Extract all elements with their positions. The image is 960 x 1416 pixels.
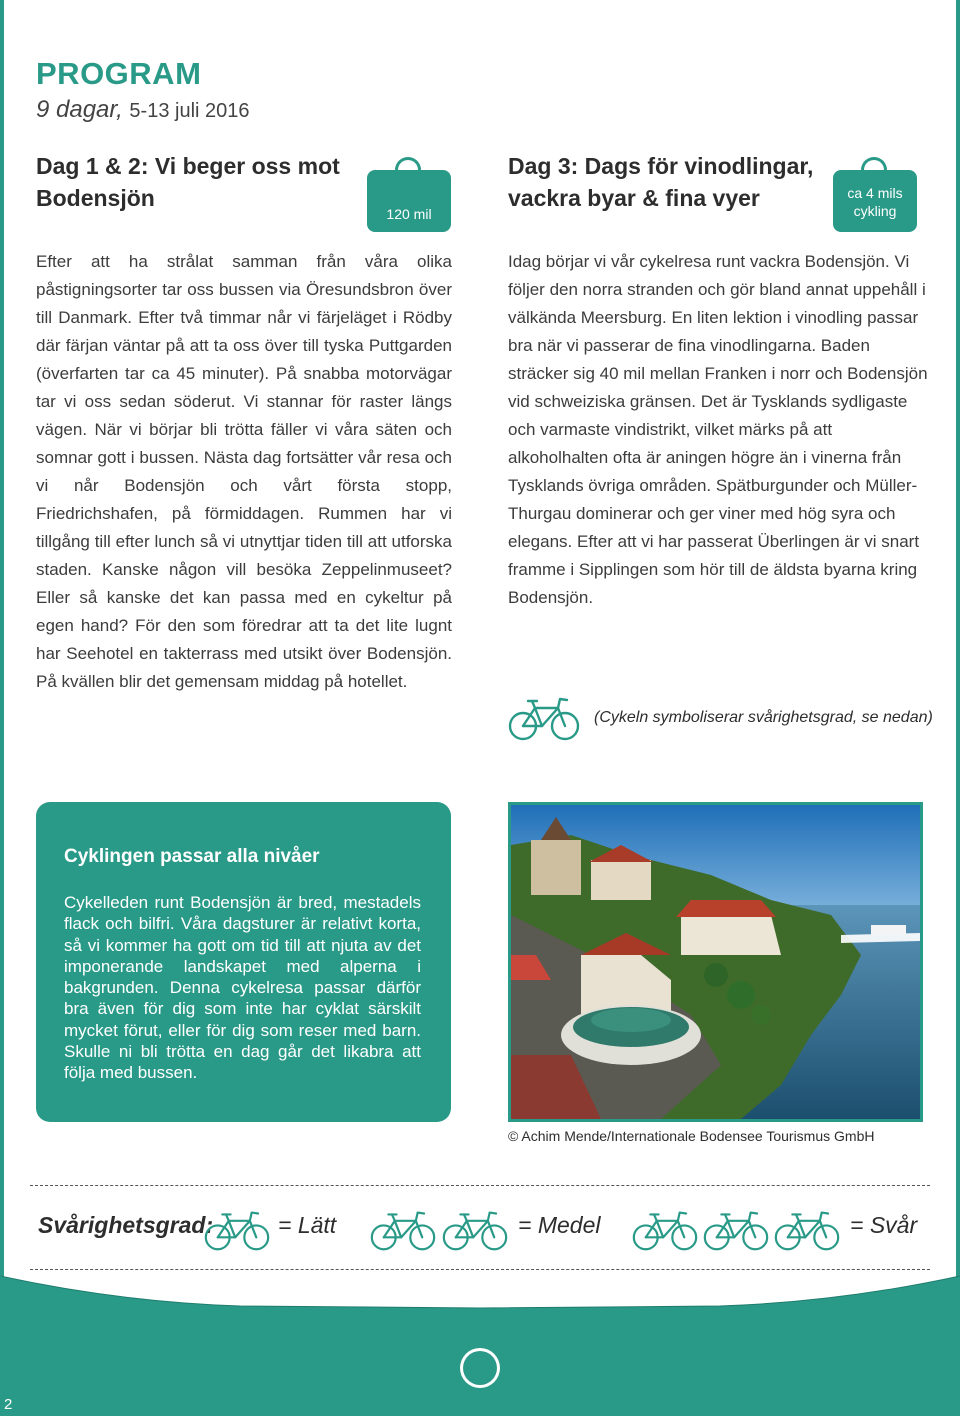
page-edge-left — [0, 0, 4, 1416]
day1-heading: Dag 1 & 2: Vi beger oss mot Bodensjön — [36, 153, 340, 211]
legend-medium: = Medel — [518, 1212, 601, 1238]
bicycle-icon — [632, 1208, 698, 1252]
bicycle-icon — [442, 1208, 508, 1252]
difficulty-note — [508, 694, 933, 742]
bicycle-icon — [703, 1208, 769, 1252]
bicycle-icon — [204, 1208, 270, 1252]
legend-easy: = Lätt — [278, 1212, 337, 1238]
info-box-title: Cyklingen passar alla nivåer — [64, 846, 320, 867]
trip-subtitle — [36, 96, 250, 124]
info-box-text: Cykelleden runt Bodensjön är bred, mestadels flack och bilfri. Våra dagsturer är relativt korta, så vi kommer ha gott om tid till att njuta av det imponerande landskapet med alperna i bakgrunden. Denna cykelresa passar därför bra även för dig som inte har cyklat särskilt mycket förut, eller för dig som reser med barn. Skulle ni bli trötta en dag går det likabra att följa med bussen. — [64, 893, 421, 1083]
meersburg-photo — [508, 802, 923, 1122]
trip-duration: 9 dagar, — [36, 96, 123, 123]
footer-wave — [0, 1272, 960, 1416]
distance-tag-label: 120 mil — [367, 170, 451, 232]
info-box — [36, 802, 451, 1122]
trip-dates: 5-13 juli 2016 — [129, 100, 250, 122]
difficulty-note-text: (Cykeln symboliserar svårighetsgrad, se nedan) — [594, 709, 933, 726]
distance-tag-label: ca 4 mils cykling — [833, 170, 917, 232]
day1-text: Efter att ha strålat samman från våra olika påstigningsorter tar oss bussen via Öresundsbron över till Danmark. Efter två timmar når vi färjeläget i Rödby där färjan väntar på att ta oss över till tyska Puttgarden (överfarten tar ca 45 minuter). På snabba motorvägar tar vi oss sedan söderut. Vi stannar för raster längs vägen. När vi börjar bli trötta fäller vi våra säten och somnar gott i bussen. Nästa dag fortsätter vår resa och vi når Bodensjön och vårt första stopp, Friedrichshafen, på förmiddagen. Rummen har vi tillgång till efter lunch så vi utnyttjar tiden till att utforska staden. Kanske någon vill besöka Zeppelinmuseet? Eller så kanske det kan passa med en cykeltur på egen hand? För den som föredrar att ta det lite lugnt har Seehotel en takterrass med utsikt över Bodensjön. På kvällen blir det gemensam middag på hotellet. — [36, 252, 452, 691]
page-number: 2 — [4, 1396, 13, 1413]
day3-text: Idag börjar vi vår cykelresa runt vackra Bodensjön. Vi följer den norra stranden och gör bland annat uppehåll i välkända Meersburg. En liten lektion i vinodling passar bra när vi passerar de fina vinodlingarna. Baden sträcker sig 40 mil mellan Franken i norr och Bodensjön vid schweiziska gränsen. Det är Tysklands sydligaste och varmaste vindistrikt, vilket märks på att alkoholhalten ofta är aningen högre än i vinerna från Tysklands övriga områden. Spätburgunder och Müller-Thurgau dominerar och ger viner med hög syra och elegans. Efter att vi har passerat Überlingen är vi snart framme i Sipplingen som hör till de äldsta byarna kring Bodensjön. — [508, 252, 928, 607]
bicycle-icon — [508, 694, 580, 742]
difficulty-legend — [38, 1208, 928, 1248]
legend-label: Svårighetsgrad: — [38, 1212, 214, 1238]
photo-credit: © Achim Mende/Internationale Bodensee Tourismus GmbH — [508, 1128, 875, 1144]
legend-hard: = Svår — [850, 1212, 918, 1238]
divider-bottom — [30, 1269, 930, 1270]
divider-top — [30, 1185, 930, 1186]
bicycle-icon — [774, 1208, 840, 1252]
bicycle-icon — [370, 1208, 436, 1252]
day3-heading: Dag 3: Dags för vinodlingar, vackra byar & fina vyer — [508, 153, 814, 211]
page-title: PROGRAM — [36, 56, 202, 91]
page-edge-right — [956, 0, 960, 1416]
